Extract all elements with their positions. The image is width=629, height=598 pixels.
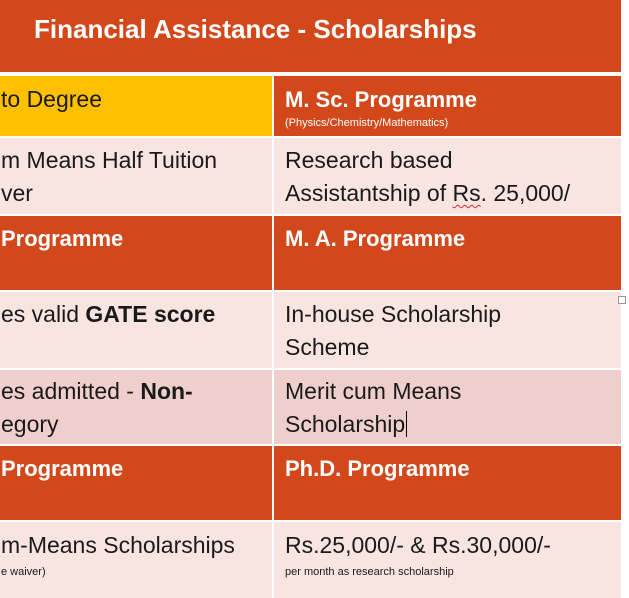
slide-title[interactable]: Financial Assistance - Scholarships (34, 14, 477, 44)
cell-research-assistantship[interactable] (274, 138, 621, 214)
spellcheck-marked-word: Rs (452, 180, 481, 206)
cell-text (1, 298, 215, 331)
cell-text (1, 375, 193, 408)
cell-text: to Degree (1, 86, 103, 112)
cell-msc-header[interactable] (274, 76, 621, 136)
title-bar (0, 0, 621, 72)
cell-subtext: (Physics/Chemistry/Mathematics) (285, 117, 449, 129)
cell-text: M. Sc. Programme (285, 87, 477, 112)
cell-text: Merit cum Means (285, 378, 462, 404)
cell-gate-score[interactable] (0, 292, 272, 368)
cell-non-category[interactable] (0, 370, 272, 444)
resize-handle[interactable] (618, 296, 626, 304)
cell-text: egory (1, 411, 59, 437)
cell-degree-header[interactable] (0, 76, 272, 136)
table-right-edge (621, 72, 629, 598)
cell-text: Research based (285, 147, 453, 173)
cell-subtext: e waiver) (1, 566, 46, 578)
cell-subtext: per month as research scholarship (285, 566, 454, 578)
cell-inhouse-scholarship[interactable] (274, 292, 621, 368)
cell-half-tuition-waiver[interactable] (0, 138, 272, 214)
cell-merit-means-scholarships[interactable] (0, 522, 272, 598)
bold-text: Non- (140, 378, 193, 404)
cell-text: Scheme (285, 334, 370, 360)
cell-text-editing[interactable] (285, 408, 407, 441)
cell-programme-header-2[interactable] (0, 446, 272, 520)
cell-text (285, 177, 570, 210)
cell-text: M. A. Programme (285, 226, 466, 251)
cell-programme-header[interactable] (0, 216, 272, 290)
cell-phd-scholarship-amount[interactable] (274, 522, 621, 598)
cell-ma-header[interactable] (274, 216, 621, 290)
text-fragment: es valid (1, 301, 86, 327)
text-fragment: Scholarship (285, 411, 406, 437)
cell-text: Rs.25,000/- & Rs.30,000/- (285, 532, 551, 558)
text-fragment: Assistantship of (285, 180, 453, 206)
cell-text: m-Means Scholarships (1, 532, 235, 558)
cell-phd-header[interactable] (274, 446, 621, 520)
cell-merit-cum-means[interactable] (274, 370, 621, 444)
bold-text: GATE score (85, 301, 216, 327)
text-fragment: es admitted - (1, 378, 141, 404)
cell-text: Programme (1, 456, 124, 481)
text-fragment: . 25,000/ (480, 180, 571, 206)
cell-text: Ph.D. Programme (285, 456, 470, 481)
text-cursor (406, 411, 407, 437)
cell-text: In-house Scholarship (285, 301, 502, 327)
cell-text: Programme (1, 226, 124, 251)
cell-text: m Means Half Tuition (1, 147, 218, 173)
cell-text: ver (1, 180, 33, 206)
